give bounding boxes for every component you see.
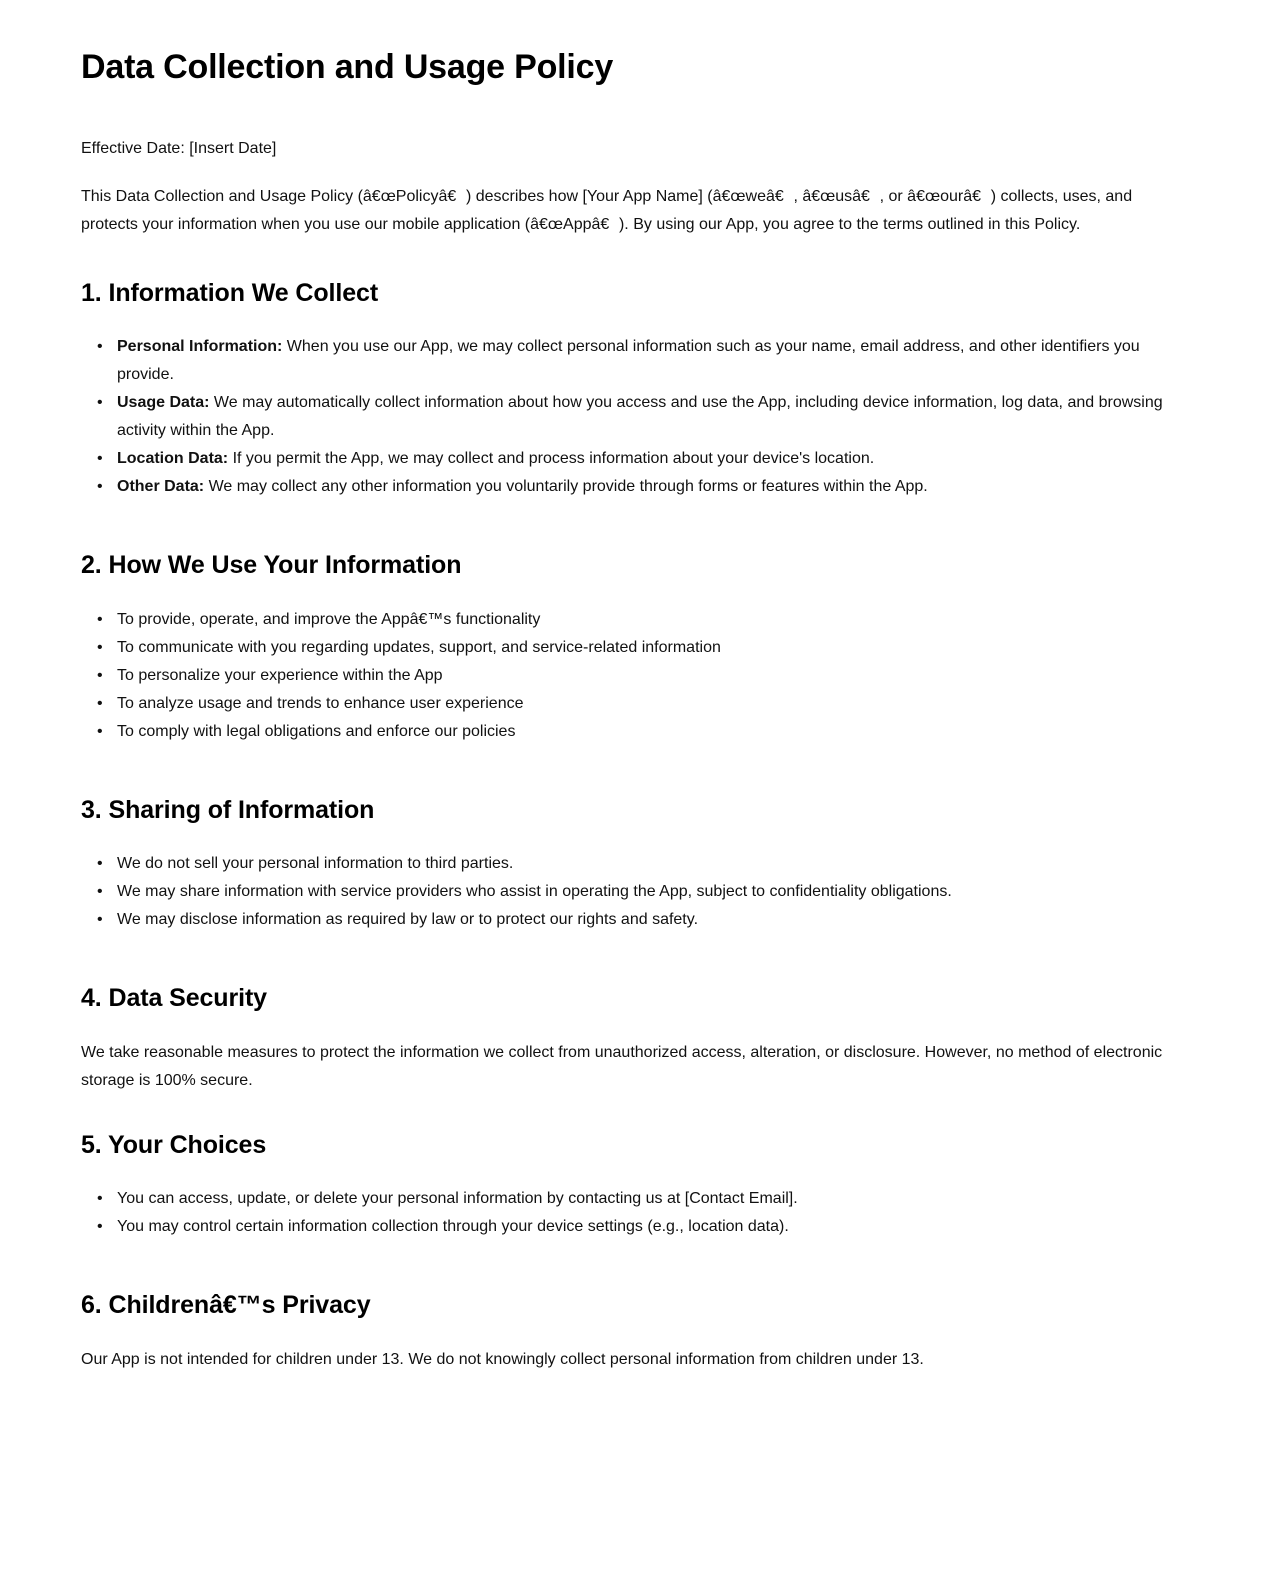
page-title: Data Collection and Usage Policy xyxy=(81,48,614,86)
list-item-text: We may automatically collect information about how you access and use the App, including device information, log data, and browsing activity within the App. xyxy=(117,394,1163,439)
section-bullet-list xyxy=(81,1185,1172,1241)
list-item-label: Personal Information: xyxy=(117,338,283,355)
list-spacer xyxy=(81,511,1172,515)
sections-container xyxy=(81,277,1172,1374)
list-item xyxy=(117,906,1172,934)
policy-section xyxy=(81,549,1172,760)
section-bullet-list xyxy=(81,850,1172,934)
policy-section xyxy=(81,982,1172,1095)
list-item xyxy=(117,1213,1172,1241)
list-item xyxy=(117,333,1172,389)
list-item-text: You may control certain information collection through your device settings (e.g., location data). xyxy=(117,1218,789,1235)
list-item-text: To provide, operate, and improve the Appâ€™s functionality xyxy=(117,610,541,628)
list-item-label: Location Data: xyxy=(117,450,229,467)
list-item xyxy=(117,634,1172,662)
list-item-text: To personalize your experience within the App xyxy=(117,666,443,684)
section-heading: 4. Data Security xyxy=(81,984,267,1012)
list-item xyxy=(117,850,1172,878)
list-item xyxy=(117,389,1172,445)
list-item-text: To analyze usage and trends to enhance user experience xyxy=(117,694,524,712)
list-item-text: We may disclose information as required by law or to protect our rights and safety. xyxy=(117,911,699,928)
list-item-label: Usage Data: xyxy=(117,394,210,411)
list-item xyxy=(117,690,1172,718)
list-item-text: If you permit the App, we may collect and process information about your device's location. xyxy=(228,450,875,467)
section-bullet-list xyxy=(81,606,1172,746)
list-item-text: We may collect any other information you voluntarily provide through forms or features within the App. xyxy=(204,478,928,495)
policy-section xyxy=(81,1289,1172,1374)
list-item-label: Other Data: xyxy=(117,478,205,495)
section-heading: 3. Sharing of Information xyxy=(81,795,375,824)
policy-section xyxy=(81,277,1172,516)
list-spacer xyxy=(81,1251,1172,1255)
section-paragraph: Our App is not intended for children under 13. We do not knowingly collect personal information from children under 13. xyxy=(81,1350,924,1368)
section-heading: 1. Information We Collect xyxy=(81,278,379,307)
policy-section xyxy=(81,1129,1172,1256)
list-item-text: We do not sell your personal information to third parties. xyxy=(117,855,514,872)
section-heading: 5. Your Choices xyxy=(81,1130,267,1159)
list-item-text: We may share information with service providers who assist in operating the App, subject to confidentiality obligations. xyxy=(117,883,952,900)
list-spacer xyxy=(81,944,1172,948)
intro-paragraph: This Data Collection and Usage Policy (â€œPolicyâ€) describes how [Your App Name] (â€œweâ€, â€œusâ€, or â€œourâ€) collects, uses, and protects your information when you use our mobile application (â€œAppâ€). By using our App, you agree to the terms outlined in this Policy. xyxy=(81,187,1133,233)
list-item xyxy=(117,606,1172,634)
section-bullet-list xyxy=(81,333,1172,501)
section-paragraph: We take reasonable measures to protect the information we collect from unauthorized access, alteration, or disclosure. However, no method of electronic storage is 100% secure. xyxy=(81,1043,1163,1089)
list-item xyxy=(117,662,1172,690)
list-item-text: When you use our App, we may collect personal information such as your name, email address, and other identifiers you provide. xyxy=(117,338,1140,383)
list-item xyxy=(117,1185,1172,1213)
policy-section xyxy=(81,794,1172,949)
list-item-text: You can access, update, or delete your personal information by contacting us at [Contact Email]. xyxy=(117,1190,798,1207)
list-item xyxy=(117,718,1172,746)
list-spacer xyxy=(81,756,1172,760)
list-item xyxy=(117,445,1172,473)
list-item-text: To communicate with you regarding updates, support, and service-related information xyxy=(117,638,721,656)
list-item xyxy=(117,473,1172,501)
section-heading: 2. How We Use Your Information xyxy=(81,551,462,579)
section-heading: 6. Childrenâ€™s Privacy xyxy=(81,1291,371,1319)
effective-date-line: Effective Date: [Insert Date] xyxy=(81,139,277,157)
list-item-text: To comply with legal obligations and enforce our policies xyxy=(117,722,516,740)
list-item xyxy=(117,878,1172,906)
